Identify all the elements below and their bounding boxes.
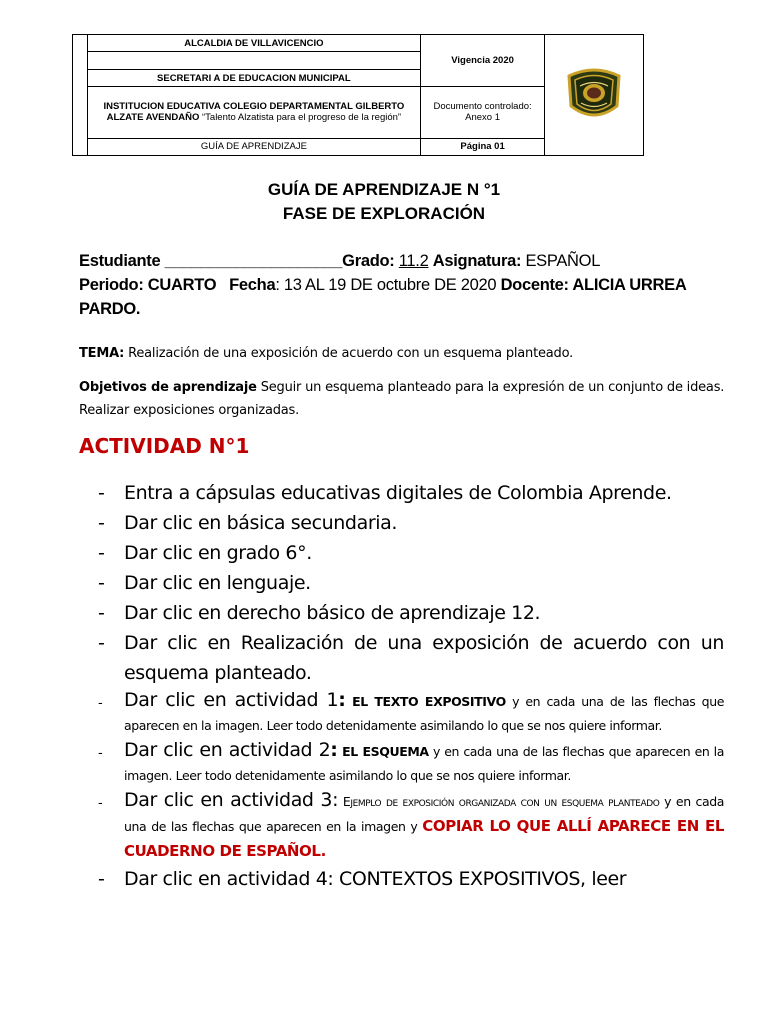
- header-table: [72, 34, 644, 156]
- header-secretaria: SECRETARI A DE EDUCACION MUNICIPAL: [87, 69, 420, 86]
- topic-text: Realización de una exposición de acuerdo con un esquema planteado.: [124, 346, 574, 361]
- header-institution: [87, 87, 420, 138]
- step-emphasis: EL ESQUEMA: [337, 744, 429, 759]
- list-dash: -: [98, 572, 105, 594]
- objectives-paragraph: [79, 376, 729, 422]
- header-margin-cell: [73, 35, 88, 156]
- header-documento: Documento controlado: Anexo 1: [420, 87, 544, 138]
- topic-label: TEMA:: [79, 346, 125, 361]
- school-crest-icon: [563, 66, 625, 122]
- list-item: [96, 508, 724, 538]
- date-value: : 13 AL 19 DE octubre DE 2020: [275, 276, 497, 294]
- list-item: [96, 598, 724, 628]
- list-dash: -: [98, 868, 105, 890]
- list-dash: -: [98, 746, 103, 761]
- list-dash: -: [98, 482, 105, 504]
- list-item: [96, 864, 724, 894]
- list-dash: -: [98, 632, 105, 654]
- subject-value: ESPAÑOL: [525, 252, 601, 270]
- step-colon: :: [338, 689, 346, 711]
- step-text: Dar clic en lenguaje.: [124, 572, 311, 594]
- institution-motto: “Talento Alzatista para el progreso de la región”: [202, 112, 402, 124]
- student-line: [79, 252, 600, 271]
- step-lead: Dar clic en actividad 3:: [124, 789, 339, 811]
- topic-paragraph: [79, 342, 729, 365]
- step-text: Dar clic en básica secundaria.: [124, 512, 397, 534]
- list-dash: -: [98, 796, 103, 811]
- guide-title: GUÍA DE APRENDIZAJE N °1: [267, 180, 501, 199]
- phase-title: FASE DE EXPLORACIÓN: [282, 204, 486, 223]
- header-alcaldia: ALCALDIA DE VILLAVICENCIO: [87, 35, 420, 52]
- header-guide-label: GUÍA DE APRENDIZAJE: [87, 138, 420, 155]
- step-small-caps: Ejemplo de exposición organizada con un esquema planteado: [338, 794, 660, 809]
- teacher-text: Docente: ALICIA URREA: [500, 276, 687, 294]
- step-text: Dar clic en grado 6°.: [124, 542, 312, 564]
- grade-label: Grado:: [342, 252, 395, 270]
- step-text: Entra a cápsulas educativas digitales de Colombia Aprende.: [124, 482, 672, 504]
- grade-value: 11.2: [398, 252, 429, 270]
- header-vigencia: Vigencia 2020: [420, 35, 544, 87]
- step-text: y en cada una de las flechas que aparecen en la imagen. Leer todo detenidamente asimilando lo que se nos quiere informar.: [124, 744, 725, 783]
- step-text: y en cada una de las flechas que aparecen en la imagen y: [124, 794, 724, 834]
- list-item: [96, 738, 724, 788]
- date-label: Fecha: [229, 276, 276, 294]
- list-item: [96, 478, 724, 508]
- step-emphasis: EL TEXTO EXPOSITIVO: [345, 694, 506, 709]
- student-label: Estudiante ____________________: [79, 252, 343, 270]
- list-item: [96, 568, 724, 598]
- list-dash: -: [98, 696, 103, 711]
- step-lead: Dar clic en actividad 2: [124, 739, 331, 761]
- subject-label: Asignatura:: [432, 252, 522, 270]
- step-text: Dar clic en Realización de una exposición de acuerdo con un esquema planteado.: [124, 632, 724, 684]
- step-text: Dar clic en actividad 4: CONTEXTOS EXPOSITIVOS, leer: [124, 868, 627, 890]
- list-dash: -: [98, 512, 105, 534]
- step-colon: :: [330, 739, 338, 761]
- teacher-continuation: [79, 300, 140, 319]
- header-empty-row: [87, 52, 420, 69]
- list-item: [96, 628, 724, 688]
- header-seal-cell: [545, 35, 644, 156]
- activity-title: ACTIVIDAD N°1: [79, 434, 250, 458]
- teacher-surname: PARDO.: [79, 300, 141, 318]
- list-item: [96, 538, 724, 568]
- header-pagina: Página 01: [420, 138, 544, 155]
- list-item: [96, 688, 724, 738]
- step-text: y en cada una de las flechas que aparecen en la imagen. Leer todo detenidamente asimilando lo que se nos quiere informar.: [124, 694, 725, 733]
- period-text: Periodo: CUARTO: [79, 276, 217, 294]
- list-dash: -: [98, 602, 105, 624]
- period-line: [79, 276, 686, 295]
- list-item: [96, 788, 724, 864]
- objectives-label: Objetivos de aprendizaje: [79, 380, 257, 395]
- step-text: Dar clic en derecho básico de aprendizaje 12.: [124, 602, 541, 624]
- list-dash: -: [98, 542, 105, 564]
- institution-name: INSTITUCION EDUCATIVA COLEGIO DEPARTAMENTAL GILBERTO ALZATE AVENDAÑO: [103, 101, 405, 124]
- step-lead: Dar clic en actividad 1: [124, 689, 339, 711]
- activity-steps: [96, 478, 724, 894]
- objectives-text: Seguir un esquema planteado para la expresión de un conjunto de ideas. Realizar exposiciones organizadas.: [79, 380, 725, 418]
- step-warning: COPIAR LO QUE ALLÍ APARECE EN EL CUADERNO DE ESPAÑOL.: [124, 817, 724, 860]
